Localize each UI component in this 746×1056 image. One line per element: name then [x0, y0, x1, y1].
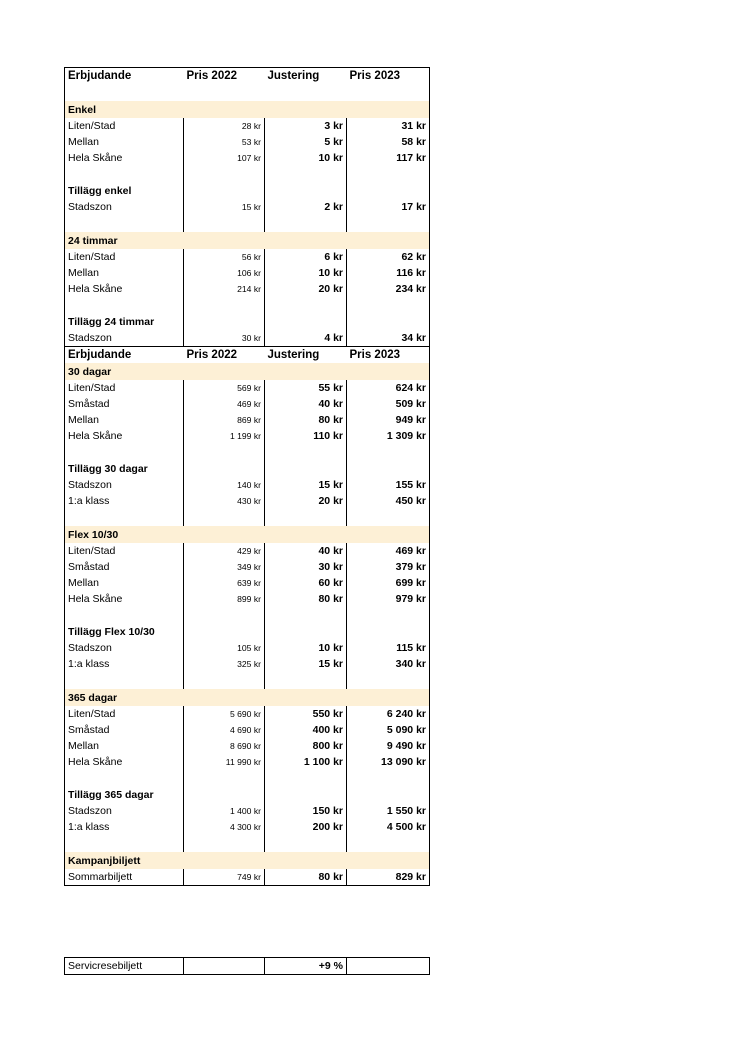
- table-row: [65, 543, 430, 559]
- service-empty: [347, 958, 430, 975]
- price-2023: 699 kr: [347, 575, 430, 591]
- adjustment: 200 kr: [265, 819, 347, 835]
- empty-cell: [265, 84, 347, 101]
- price-2022: 869 kr: [184, 412, 265, 428]
- price-2022: 140 kr: [184, 477, 265, 493]
- adjustment: 40 kr: [265, 543, 347, 559]
- empty-cell: [184, 607, 265, 624]
- empty-cell: [265, 835, 347, 852]
- price-2022: 5 690 kr: [184, 706, 265, 722]
- empty-cell: [184, 84, 265, 101]
- offer-name: Liten/Stad: [68, 545, 116, 557]
- table-row: [65, 118, 430, 134]
- price-2022: 30 kr: [184, 330, 265, 347]
- header-row: [65, 68, 430, 85]
- table-row: [65, 249, 430, 265]
- price-2022: 430 kr: [184, 493, 265, 509]
- empty-cell: [184, 297, 265, 314]
- offer-name: Stadszon: [68, 805, 112, 817]
- table-row: [65, 803, 430, 819]
- empty-cell: [347, 607, 430, 624]
- offer-name: Stadszon: [68, 201, 112, 213]
- adjustment: 550 kr: [265, 706, 347, 722]
- header-price-2022: Pris 2022: [186, 70, 238, 82]
- offer-name: Liten/Stad: [68, 382, 116, 394]
- table-row: [65, 199, 430, 215]
- price-2023: 340 kr: [347, 656, 430, 672]
- adjustment: 15 kr: [265, 477, 347, 493]
- adjustment: 6 kr: [265, 249, 347, 265]
- adjustment: 20 kr: [265, 281, 347, 297]
- section-row: [65, 526, 430, 543]
- price-2023: 1 309 kr: [347, 428, 430, 444]
- table-row: [65, 722, 430, 738]
- header-price-2023: Pris 2023: [349, 70, 401, 82]
- price-2022: 53 kr: [184, 134, 265, 150]
- empty-cell: [265, 183, 347, 199]
- empty-cell: [184, 215, 265, 232]
- section-title: Kampanjbiljett: [65, 852, 430, 869]
- service-adjustment: +9 %: [265, 958, 347, 975]
- table-row: [65, 281, 430, 297]
- empty-cell: [184, 835, 265, 852]
- section-title: Tillägg Flex 10/30: [68, 626, 155, 638]
- price-table: [64, 67, 429, 886]
- price-2023: 155 kr: [347, 477, 430, 493]
- price-2022: 899 kr: [184, 591, 265, 607]
- empty-row: [65, 215, 430, 232]
- table-row: [65, 396, 430, 412]
- empty-cell: [265, 314, 347, 330]
- section-title: 365 dagar: [65, 689, 430, 706]
- adjustment: 55 kr: [265, 380, 347, 396]
- table-row: [65, 575, 430, 591]
- price-2022: 429 kr: [184, 543, 265, 559]
- section-row: [65, 852, 430, 869]
- section-row: [65, 787, 430, 803]
- price-2022: 325 kr: [184, 656, 265, 672]
- price-2022: 107 kr: [184, 150, 265, 166]
- offer-name: Mellan: [68, 267, 99, 279]
- price-2022: 749 kr: [184, 869, 265, 886]
- offer-name: Stadszon: [68, 332, 112, 344]
- empty-cell: [65, 509, 184, 526]
- empty-cell: [65, 835, 184, 852]
- offer-name: Småstad: [68, 398, 110, 410]
- section-title: 24 timmar: [65, 232, 430, 249]
- service-name: Servicresebiljett: [65, 958, 184, 975]
- price-2022: 349 kr: [184, 559, 265, 575]
- empty-cell: [347, 166, 430, 183]
- empty-cell: [265, 461, 347, 477]
- empty-cell: [184, 461, 265, 477]
- offer-name: Stadszon: [68, 479, 112, 491]
- empty-cell: [265, 607, 347, 624]
- price-2023: 1 550 kr: [347, 803, 430, 819]
- price-2022: 469 kr: [184, 396, 265, 412]
- offer-name: Småstad: [68, 561, 110, 573]
- table-row: [65, 150, 430, 166]
- section-row: [65, 363, 430, 380]
- adjustment: 10 kr: [265, 150, 347, 166]
- price-2023: 34 kr: [347, 330, 430, 347]
- empty-cell: [265, 509, 347, 526]
- price-2023: 58 kr: [347, 134, 430, 150]
- price-2023: 450 kr: [347, 493, 430, 509]
- table-row: [65, 640, 430, 656]
- header-adjustment: Justering: [267, 70, 320, 82]
- empty-cell: [347, 183, 430, 199]
- empty-cell: [65, 607, 184, 624]
- offer-name: Mellan: [68, 577, 99, 589]
- empty-row: [65, 444, 430, 461]
- offer-name: Stadszon: [68, 642, 112, 654]
- price-2023: 62 kr: [347, 249, 430, 265]
- price-2022: 15 kr: [184, 199, 265, 215]
- service-row: [64, 957, 429, 975]
- section-row: [65, 314, 430, 330]
- empty-cell: [347, 770, 430, 787]
- empty-row: [65, 835, 430, 852]
- price-2023: 13 090 kr: [347, 754, 430, 770]
- table-row: [65, 656, 430, 672]
- adjustment: 3 kr: [265, 118, 347, 134]
- price-2023: 31 kr: [347, 118, 430, 134]
- price-2023: 469 kr: [347, 543, 430, 559]
- price-2022: 569 kr: [184, 380, 265, 396]
- price-2022: 106 kr: [184, 265, 265, 281]
- price-2022: 105 kr: [184, 640, 265, 656]
- price-2023: 509 kr: [347, 396, 430, 412]
- offer-name: Småstad: [68, 724, 110, 736]
- table-row: [65, 265, 430, 281]
- adjustment: 40 kr: [265, 396, 347, 412]
- price-2023: 979 kr: [347, 591, 430, 607]
- header-offer: Erbjudande: [68, 70, 132, 82]
- empty-row: [65, 166, 430, 183]
- table-row: [65, 869, 430, 886]
- adjustment: 4 kr: [265, 330, 347, 347]
- empty-cell: [347, 461, 430, 477]
- offer-name: 1:a klass: [68, 821, 110, 833]
- empty-cell: [347, 84, 430, 101]
- empty-row: [65, 770, 430, 787]
- price-2023: 5 090 kr: [347, 722, 430, 738]
- offer-name: 1:a klass: [68, 658, 110, 670]
- offer-name: Sommarbiljett: [68, 871, 133, 883]
- adjustment: 10 kr: [265, 640, 347, 656]
- price-2022: 1 400 kr: [184, 803, 265, 819]
- empty-cell: [184, 672, 265, 689]
- offer-name: Mellan: [68, 414, 99, 426]
- price-2023: 115 kr: [347, 640, 430, 656]
- section-row: [65, 461, 430, 477]
- empty-cell: [347, 787, 430, 803]
- header-price-2023: Pris 2023: [349, 349, 401, 361]
- price-2023: 829 kr: [347, 869, 430, 886]
- empty-row: [65, 84, 430, 101]
- section-title: Enkel: [65, 101, 430, 118]
- offer-name: Liten/Stad: [68, 120, 116, 132]
- empty-cell: [347, 835, 430, 852]
- empty-row: [65, 509, 430, 526]
- table-row: [65, 134, 430, 150]
- offer-name: Mellan: [68, 740, 99, 752]
- empty-row: [65, 672, 430, 689]
- offer-name: 1:a klass: [68, 495, 110, 507]
- price-2023: 9 490 kr: [347, 738, 430, 754]
- empty-cell: [347, 444, 430, 461]
- empty-cell: [184, 314, 265, 330]
- offer-name: Liten/Stad: [68, 251, 116, 263]
- adjustment: 20 kr: [265, 493, 347, 509]
- empty-cell: [265, 215, 347, 232]
- table-row: [65, 559, 430, 575]
- adjustment: 10 kr: [265, 265, 347, 281]
- price-2023: 234 kr: [347, 281, 430, 297]
- adjustment: 1 100 kr: [265, 754, 347, 770]
- empty-cell: [65, 672, 184, 689]
- adjustment: 800 kr: [265, 738, 347, 754]
- offer-name: Hela Skåne: [68, 593, 123, 605]
- section-row: [65, 101, 430, 118]
- empty-cell: [184, 509, 265, 526]
- adjustment: 5 kr: [265, 134, 347, 150]
- header-adjustment: Justering: [267, 349, 320, 361]
- adjustment: 30 kr: [265, 559, 347, 575]
- price-2022: 11 990 kr: [184, 754, 265, 770]
- header-price-2022: Pris 2022: [186, 349, 238, 361]
- table-row: [65, 591, 430, 607]
- empty-cell: [184, 183, 265, 199]
- section-title: Tillägg enkel: [68, 185, 132, 197]
- price-2023: 4 500 kr: [347, 819, 430, 835]
- price-2022: 28 kr: [184, 118, 265, 134]
- empty-cell: [265, 297, 347, 314]
- table-row: [65, 428, 430, 444]
- price-2022: 8 690 kr: [184, 738, 265, 754]
- price-grid: [64, 67, 430, 886]
- empty-row: [65, 297, 430, 314]
- section-row: [65, 232, 430, 249]
- adjustment: 400 kr: [265, 722, 347, 738]
- adjustment: 15 kr: [265, 656, 347, 672]
- price-2022: 56 kr: [184, 249, 265, 265]
- table-row: [65, 477, 430, 493]
- service-empty: [184, 958, 265, 975]
- section-title: 30 dagar: [65, 363, 430, 380]
- empty-cell: [65, 297, 184, 314]
- section-title: Flex 10/30: [65, 526, 430, 543]
- adjustment: 110 kr: [265, 428, 347, 444]
- offer-name: Hela Skåne: [68, 152, 123, 164]
- price-2023: 6 240 kr: [347, 706, 430, 722]
- empty-cell: [184, 770, 265, 787]
- offer-name: Hela Skåne: [68, 756, 123, 768]
- empty-cell: [184, 444, 265, 461]
- adjustment: 150 kr: [265, 803, 347, 819]
- empty-cell: [265, 444, 347, 461]
- offer-name: Liten/Stad: [68, 708, 116, 720]
- empty-row: [65, 607, 430, 624]
- price-2022: 639 kr: [184, 575, 265, 591]
- header-row: [65, 347, 430, 364]
- price-2023: 949 kr: [347, 412, 430, 428]
- price-2022: 1 199 kr: [184, 428, 265, 444]
- offer-name: Mellan: [68, 136, 99, 148]
- table-row: [65, 330, 430, 347]
- empty-cell: [184, 166, 265, 183]
- price-2022: 214 kr: [184, 281, 265, 297]
- adjustment: 80 kr: [265, 412, 347, 428]
- price-2022: 4 690 kr: [184, 722, 265, 738]
- price-2023: 624 kr: [347, 380, 430, 396]
- empty-cell: [265, 624, 347, 640]
- table-row: [65, 412, 430, 428]
- price-2023: 379 kr: [347, 559, 430, 575]
- empty-cell: [347, 672, 430, 689]
- section-row: [65, 183, 430, 199]
- adjustment: 80 kr: [265, 869, 347, 886]
- section-title: Tillägg 30 dagar: [68, 463, 148, 475]
- header-offer: Erbjudande: [68, 349, 132, 361]
- adjustment: 80 kr: [265, 591, 347, 607]
- empty-cell: [65, 444, 184, 461]
- empty-cell: [265, 166, 347, 183]
- empty-cell: [184, 624, 265, 640]
- table-row: [65, 738, 430, 754]
- price-2023: 17 kr: [347, 199, 430, 215]
- table-row: [65, 493, 430, 509]
- section-title: Tillägg 24 timmar: [68, 316, 155, 328]
- empty-cell: [65, 166, 184, 183]
- empty-cell: [65, 84, 184, 101]
- price-2022: 4 300 kr: [184, 819, 265, 835]
- empty-cell: [65, 770, 184, 787]
- table-row: [65, 754, 430, 770]
- section-title: Tillägg 365 dagar: [68, 789, 154, 801]
- empty-cell: [347, 624, 430, 640]
- section-row: [65, 624, 430, 640]
- empty-cell: [347, 215, 430, 232]
- price-2023: 116 kr: [347, 265, 430, 281]
- empty-cell: [347, 297, 430, 314]
- adjustment: 60 kr: [265, 575, 347, 591]
- table-row: [65, 819, 430, 835]
- price-2023: 117 kr: [347, 150, 430, 166]
- empty-cell: [347, 314, 430, 330]
- adjustment: 2 kr: [265, 199, 347, 215]
- table-row: [65, 706, 430, 722]
- offer-name: Hela Skåne: [68, 430, 123, 442]
- offer-name: Hela Skåne: [68, 283, 123, 295]
- empty-cell: [347, 509, 430, 526]
- empty-cell: [265, 770, 347, 787]
- empty-cell: [184, 787, 265, 803]
- empty-cell: [265, 787, 347, 803]
- table-row: [65, 380, 430, 396]
- empty-cell: [265, 672, 347, 689]
- empty-cell: [65, 215, 184, 232]
- section-row: [65, 689, 430, 706]
